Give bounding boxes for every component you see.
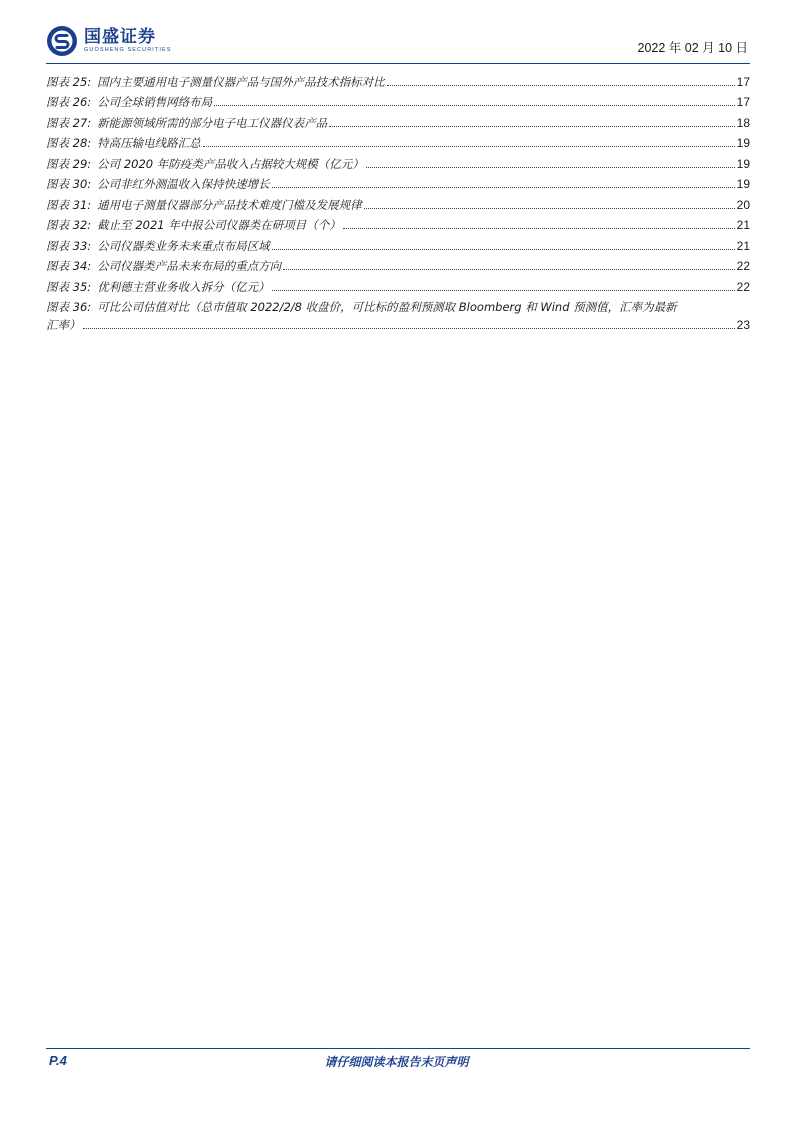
toc-entry-title: 截止至 2021 年中报公司仪器类在研项目（个） xyxy=(97,218,341,232)
toc-entry-label: 图表 27: xyxy=(46,115,92,130)
page-header xyxy=(46,22,750,62)
page-number: P.4 xyxy=(49,1053,67,1068)
toc-entry[interactable] xyxy=(46,191,750,212)
toc-entry-page: 20 xyxy=(736,197,750,212)
toc-entry-label: 图表 28: xyxy=(46,136,92,150)
toc-entry-title-line2: 汇率） xyxy=(46,318,81,332)
toc-entry-label: 图表 32: xyxy=(46,218,92,232)
disclaimer-note: 请仔细阅读本报告末页声明 xyxy=(324,1055,469,1069)
toc-leader-dots xyxy=(343,228,735,229)
toc-entry[interactable] xyxy=(46,68,750,89)
toc-entry-multiline[interactable] xyxy=(46,294,750,315)
logo-english-name: GUOSHENG SECURITIES xyxy=(84,47,172,53)
toc-entry[interactable] xyxy=(46,109,750,130)
toc-entry-title: 公司仪器类产品未来布局的重点方向 xyxy=(97,259,282,273)
toc-leader-dots xyxy=(329,126,734,127)
toc-entry-label: 图表 35: xyxy=(46,279,92,294)
toc-entry-title: 公司 2020 年防疫类产品收入占据较大规模（亿元） xyxy=(97,156,364,171)
toc-leader-dots xyxy=(366,167,735,168)
toc-entry-label: 图表 26: xyxy=(46,95,92,109)
toc-leader-dots xyxy=(272,290,735,291)
toc-entry-continuation[interactable] xyxy=(46,314,750,332)
toc-entry-page: 19 xyxy=(736,177,750,191)
toc-leader-dots xyxy=(283,269,734,270)
toc-leader-dots xyxy=(272,249,735,250)
toc-entry-label: 图表 31: xyxy=(46,197,92,212)
toc-entry-page: 17 xyxy=(736,95,750,109)
toc-entry-page: 22 xyxy=(736,259,750,273)
toc-entry[interactable] xyxy=(46,212,750,233)
toc-entry[interactable] xyxy=(46,273,750,294)
toc-entry-page: 17 xyxy=(736,74,750,89)
company-logo xyxy=(46,24,172,58)
toc-entry-label: 图表 33: xyxy=(46,238,92,253)
toc-entry[interactable] xyxy=(46,232,750,253)
toc-entry-title: 通用电子测量仪器部分产品技术难度门槛及发展规律 xyxy=(97,197,362,212)
guosheng-logo-icon xyxy=(46,25,78,57)
toc-entry[interactable] xyxy=(46,150,750,171)
toc-leader-dots xyxy=(387,85,735,86)
toc-entry[interactable] xyxy=(46,171,750,192)
toc-leader-dots xyxy=(214,105,734,106)
toc-entry-title-line1: 可比公司估值对比（总市值取 2022/2/8 收盘价，可比标的盈利预测取 Bloomberg 和 Wind 预测值，汇率为最新 xyxy=(97,300,677,314)
toc-entry-title: 特高压输电线路汇总 xyxy=(97,136,201,150)
toc-entry-label: 图表 30: xyxy=(46,177,92,191)
toc-leader-dots xyxy=(272,187,735,188)
toc-leader-dots xyxy=(83,328,735,329)
toc-entry-title: 新能源领域所需的部分电子电工仪器仪表产品 xyxy=(97,115,328,130)
toc-entry-title: 公司仪器类业务未来重点布局区域 xyxy=(97,238,270,253)
toc-leader-dots xyxy=(203,146,735,147)
toc-entry-page: 22 xyxy=(736,279,750,294)
toc-entry-title: 公司全球销售网络布局 xyxy=(97,95,213,109)
toc-entry[interactable] xyxy=(46,130,750,151)
toc-entry-label: 图表 29: xyxy=(46,156,92,171)
report-date: 2022 年 02 月 10 日 xyxy=(637,41,748,55)
toc-entry-page: 21 xyxy=(736,238,750,253)
footer-divider xyxy=(46,1048,750,1049)
toc-entry-page: 19 xyxy=(736,156,750,171)
logo-chinese-name: 国盛证券 xyxy=(84,27,156,47)
header-divider xyxy=(46,63,750,64)
toc-entry[interactable] xyxy=(46,89,750,110)
toc-entry-page: 19 xyxy=(736,136,750,150)
toc-entry-page: 21 xyxy=(736,218,750,232)
toc-entry-label: 图表 36: xyxy=(46,300,92,314)
toc-entry-page: 18 xyxy=(736,115,750,130)
toc-entry-label: 图表 25: xyxy=(46,74,92,89)
toc-entry-title: 公司非红外测温收入保持快速增长 xyxy=(97,177,270,191)
toc-entry-title: 优利德主营业务收入拆分（亿元） xyxy=(97,279,270,294)
toc-entry-page: 23 xyxy=(736,318,750,332)
toc-entry-title: 国内主要通用电子测量仪器产品与国外产品技术指标对比 xyxy=(97,74,385,89)
toc-entry[interactable] xyxy=(46,253,750,274)
toc-entry-label: 图表 34: xyxy=(46,259,92,273)
toc-leader-dots xyxy=(364,208,735,209)
figure-toc xyxy=(46,68,750,332)
